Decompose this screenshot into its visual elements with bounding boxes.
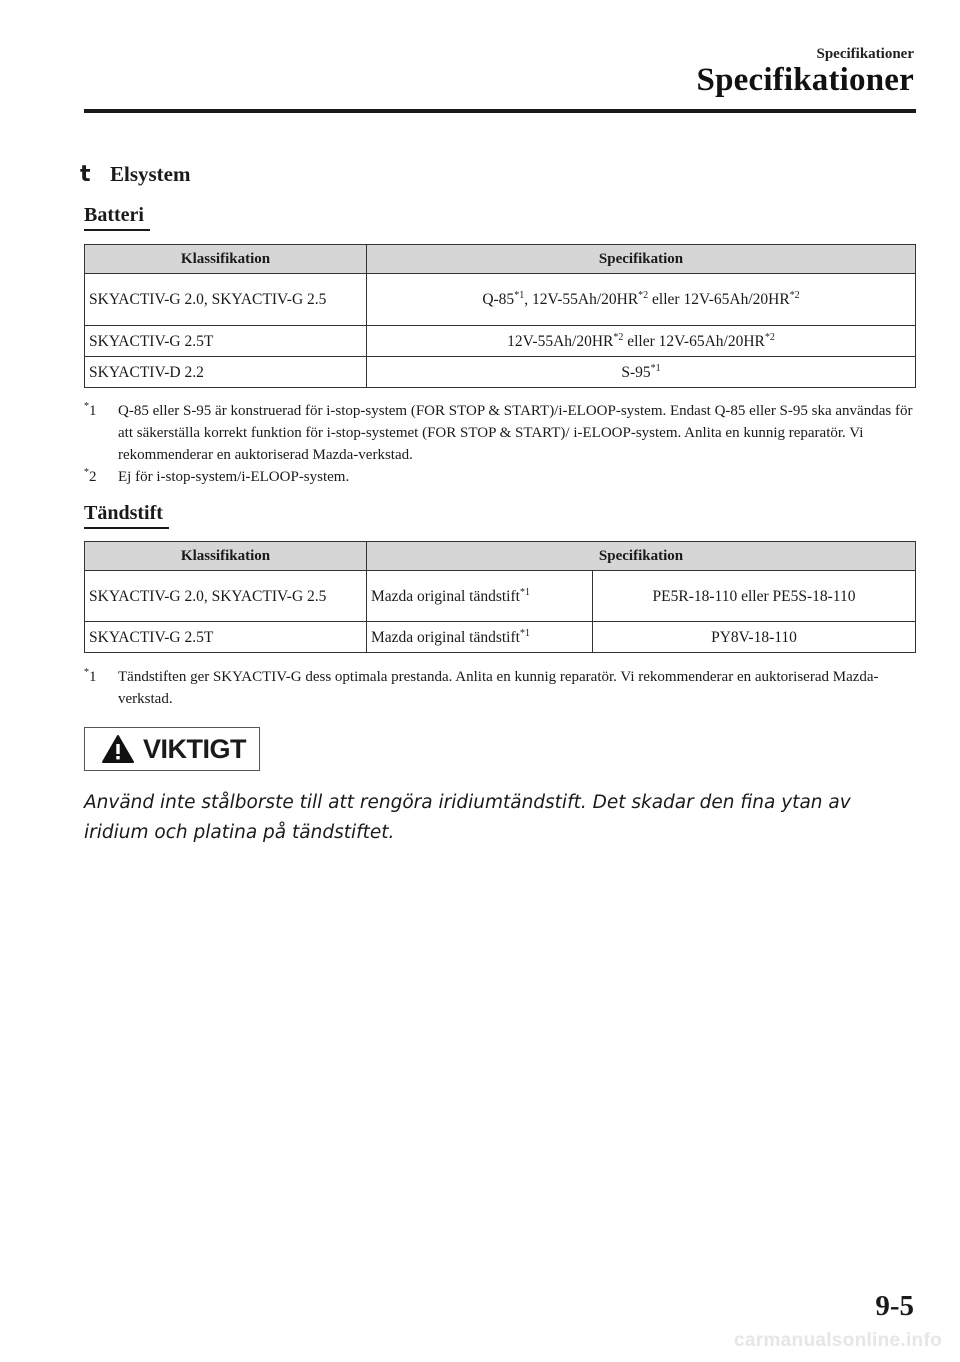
table-header-row [85, 542, 916, 571]
footnote [84, 666, 916, 710]
classification-cell: SKYACTIV-G 2.5T [85, 326, 367, 357]
table-row [85, 622, 916, 653]
spec-text: , 12V-55Ah/20HR [524, 291, 639, 308]
classification-cell: SKYACTIV-G 2.0, SKYACTIV-G 2.5 [85, 571, 367, 622]
sparkplug-table [84, 541, 916, 653]
part-number-cell: PE5R-18-110 eller PE5S-18-110 [593, 571, 916, 622]
specification-cell [367, 357, 916, 388]
column-header: Specifikation [367, 542, 916, 571]
battery-heading: Batteri [84, 204, 150, 231]
plug-type-cell: Mazda original tändstift$^{*1}$ [367, 622, 593, 653]
table-header-row [85, 245, 916, 274]
part-number-cell: PY8V-18-110 [593, 622, 916, 653]
spec-text: eller 12V-65Ah/20HR [623, 332, 765, 350]
footnote-text: Tändstiften ger SKYACTIV-G dess optimala prestanda. Anlita en kunnig reparatör. Vi rekommenderar en auktoriserad Mazda-verkstad. [118, 669, 879, 707]
specification-cell [367, 274, 916, 326]
column-header: Klassifikation [85, 542, 367, 571]
footnote-ref: *1 [514, 290, 525, 301]
column-header: Klassifikation [85, 245, 367, 274]
footnote-number: *2 [84, 467, 97, 485]
running-header-subtitle: Specifikationer [816, 46, 914, 62]
spec-text: eller 12V-65Ah/20HR [648, 291, 790, 308]
classification-cell: SKYACTIV-G 2.5T [85, 622, 367, 653]
spec-text: Q-85 [482, 291, 515, 308]
table-row [85, 357, 916, 388]
important-notice-box [84, 727, 260, 771]
footnote-ref: *1 [650, 362, 661, 374]
section-title: Elsystem [110, 162, 191, 186]
footnote-ref: *2 [764, 331, 775, 343]
footnote-text: Ej för i-stop-system/i-ELOOP-system. [118, 469, 350, 485]
header-rule [84, 109, 916, 113]
table-row [85, 274, 916, 326]
column-header: Specifikation [367, 245, 916, 274]
running-header-title: Specifikationer [696, 62, 914, 98]
spec-text: 12V-55Ah/20HR [507, 332, 614, 350]
plug-type-cell: Mazda original tändstift$^{*1}$ [367, 571, 593, 622]
footnote-ref: *2 [638, 290, 649, 301]
footnote [84, 466, 916, 488]
classification-cell: SKYACTIV-D 2.2 [85, 357, 367, 388]
specification-cell [367, 326, 916, 357]
section-heading [80, 162, 191, 187]
battery-table [84, 244, 916, 388]
footnote-ref: *2 [789, 290, 800, 301]
section-marker: t [80, 162, 91, 187]
footnote-ref: *2 [613, 331, 624, 343]
footnote-number: *1 [84, 401, 97, 419]
footnote [84, 400, 916, 466]
footnote-text: Q-85 eller S-95 är konstruerad för i-stop-system (FOR STOP & START)/i-ELOOP-system. Endast Q-85 eller S-95 ska användas för att säkerställa korrekt funktion för i-stop-systemet (FOR STOP & START)/ i-ELOOP-system. Anlita en kunnig reparatör. Vi rekommenderar en auktoriserad Mazda-verkstad. [118, 403, 913, 463]
battery-footnotes [84, 400, 916, 488]
sparkplug-heading: Tändstift [84, 502, 169, 529]
table-row [85, 326, 916, 357]
sparkplug-footnotes [84, 666, 916, 710]
classification-cell: SKYACTIV-G 2.0, SKYACTIV-G 2.5 [85, 274, 367, 326]
important-label: VIKTIGT [143, 733, 246, 764]
watermark: carmanualsonline.info [734, 1330, 942, 1351]
spec-text: S-95 [621, 363, 651, 381]
important-text: Använd inte stålborste till att rengöra iridiumtändstift. Det skadar den fina ytan av iridium och platina på tändstiftet. [84, 792, 851, 843]
warning-triangle-icon [101, 734, 135, 764]
footnote-number: *1 [84, 667, 97, 685]
table-row [85, 571, 916, 622]
page-number: 9-5 [875, 1290, 914, 1322]
